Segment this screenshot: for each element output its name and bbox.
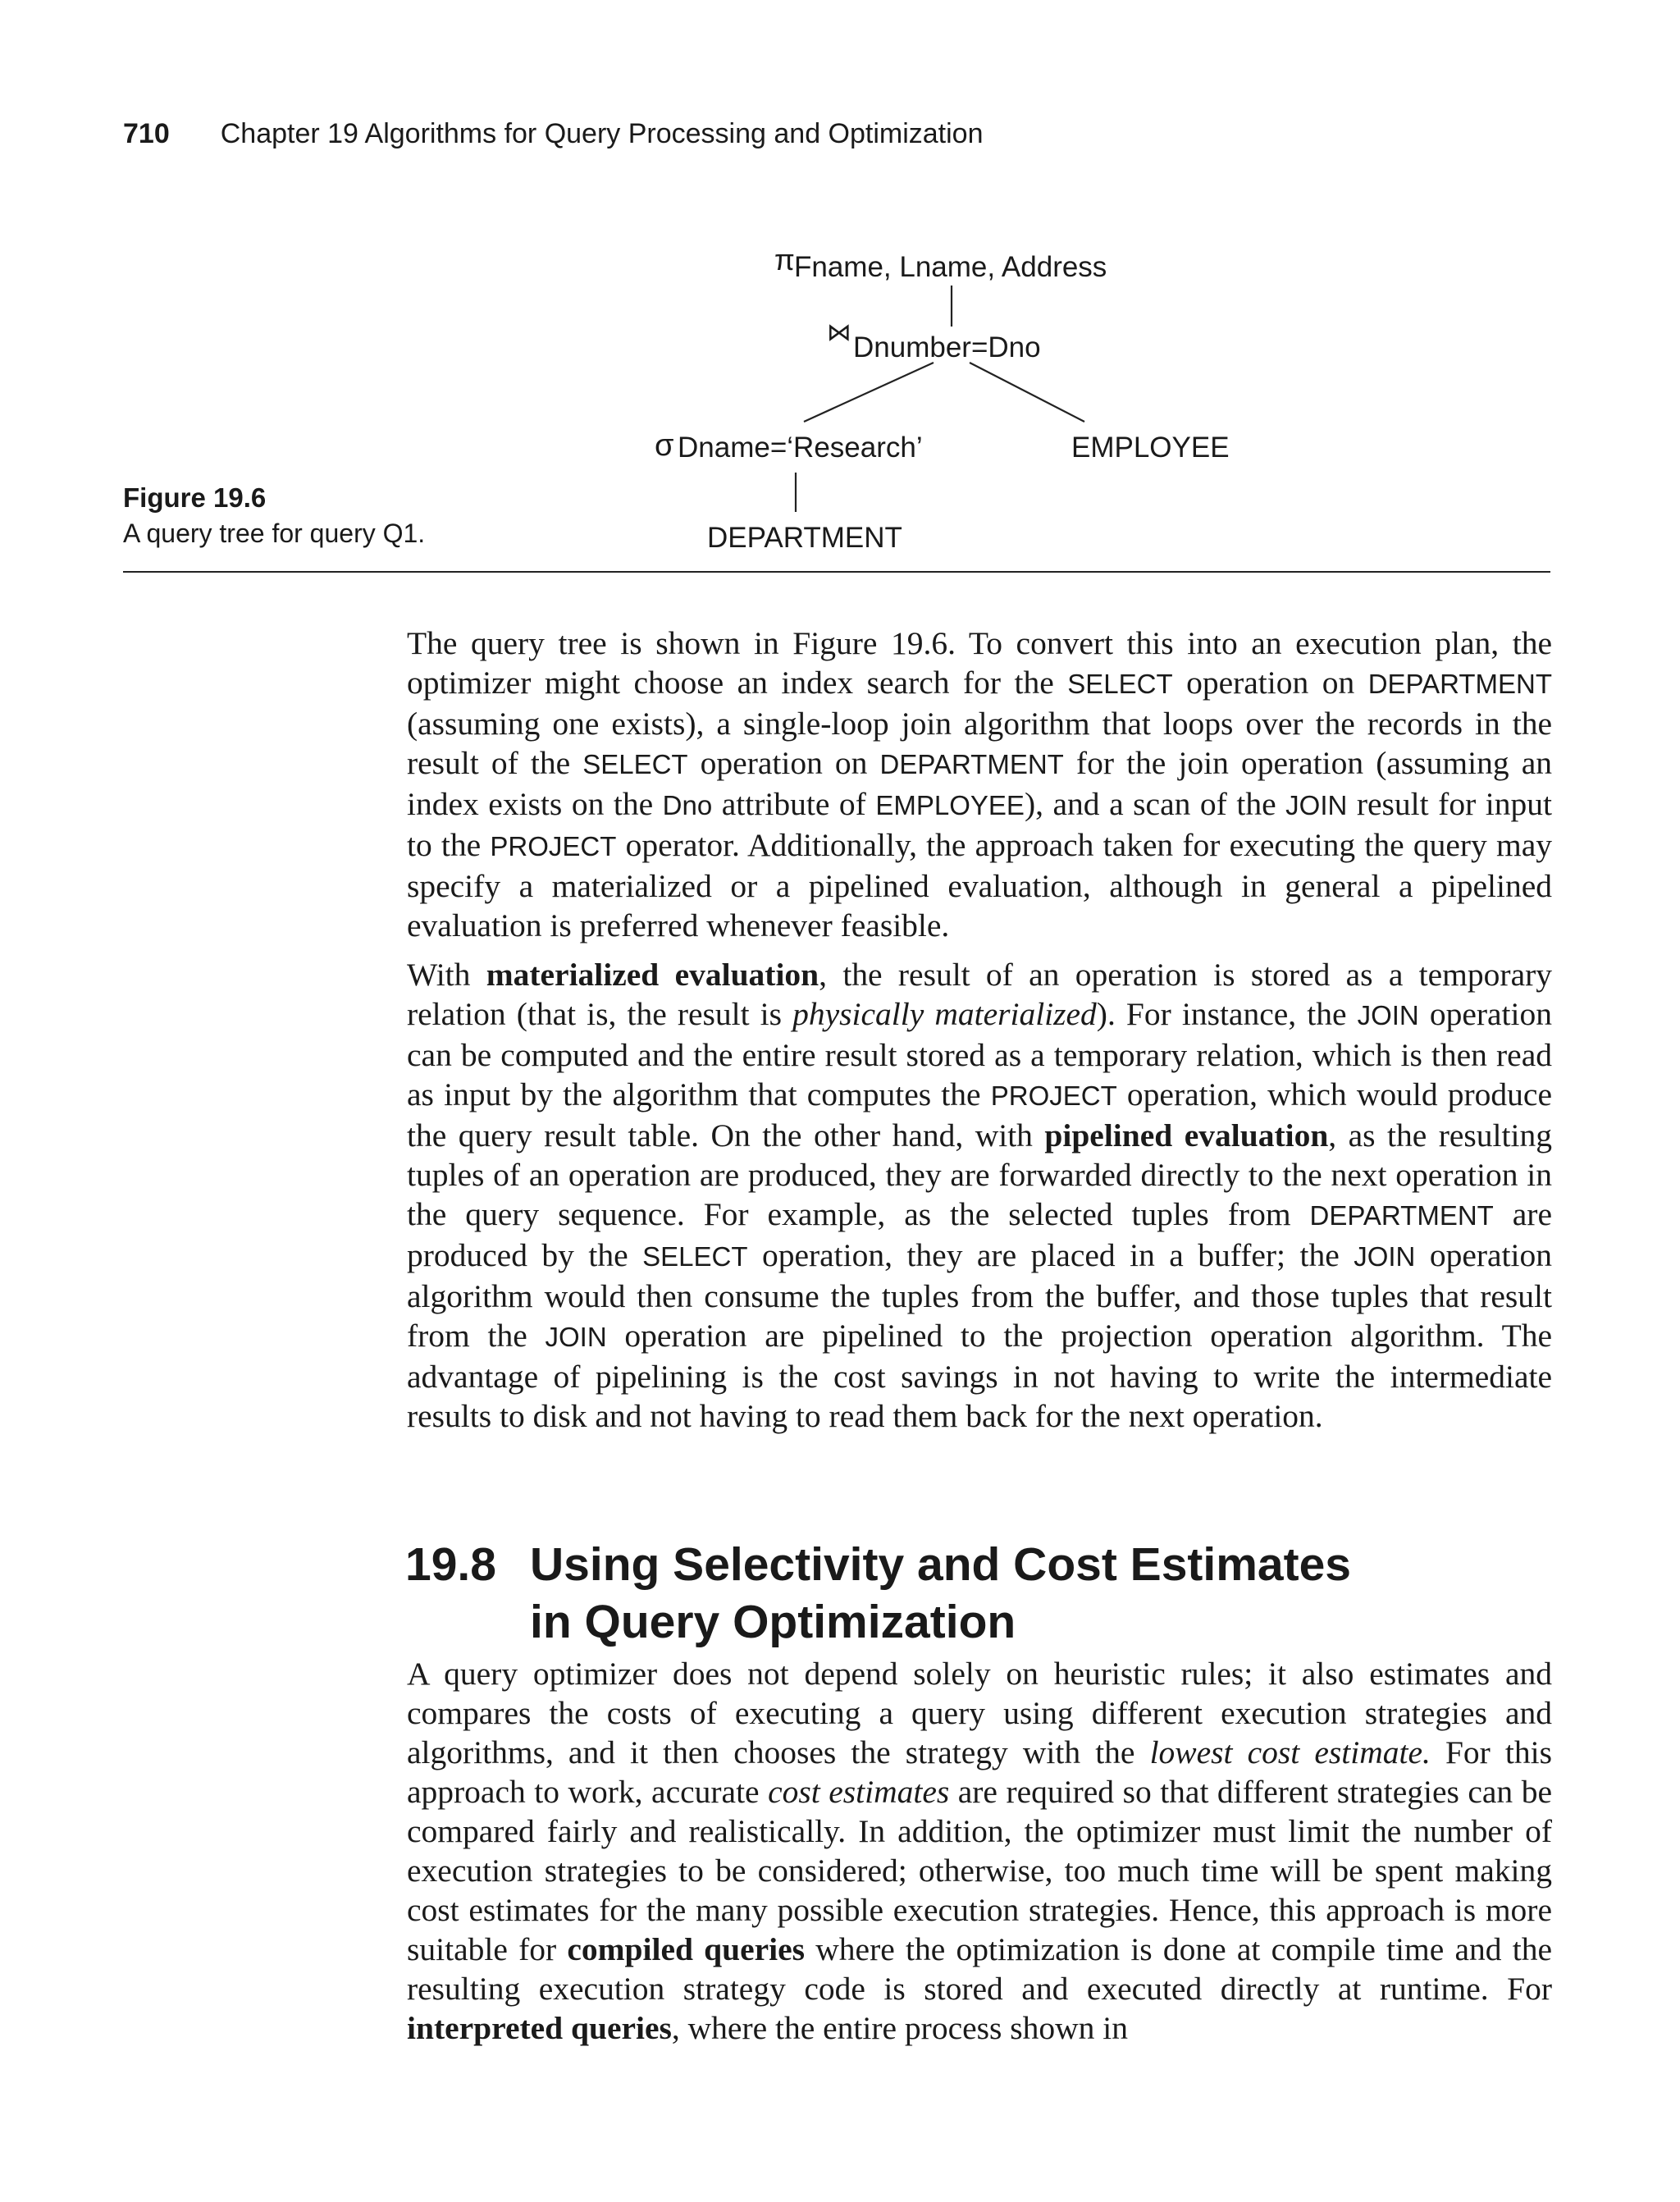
figure-caption-text: A query tree for query Q1. — [123, 519, 426, 548]
section-number: 19.8 — [405, 1538, 496, 1591]
section-title-line-1: Using Selectivity and Cost Estimates — [530, 1538, 1351, 1591]
section-heading — [405, 1536, 1351, 1651]
figure-title: Figure 19.6 — [123, 482, 267, 513]
selection-condition: Dname=‘Research’ — [678, 432, 923, 464]
term-pipelined-evaluation: pipelined evaluation — [1044, 1117, 1329, 1154]
relation-department: DEPARTMENT — [707, 522, 902, 554]
term-department: DEPARTMENT — [879, 749, 1064, 779]
page-number: 710 — [123, 118, 170, 149]
join-condition: Dnumber=Dno — [853, 331, 1041, 363]
term-select: SELECT — [582, 749, 688, 779]
emphasis-physically-materialized: physically materialized — [792, 996, 1097, 1032]
emphasis-lowest-cost-estimate: lowest cost estimate. — [1149, 1734, 1431, 1770]
term-project: PROJECT — [990, 1080, 1117, 1111]
join-symbol: ⋈ — [827, 319, 851, 346]
paragraph-2: With materialized evaluation, the result of an operation is stored as a temporary relation (that is, the result is physically materialized). For instance, the JOIN operation can be computed and the entire result stored as a temporary relation, which is then read as input by the algorithm that computes the PROJECT operation, which would produce the query result table. On the other hand, with pipelined evaluation, as the resulting tuples of an operation are produced, they are forwarded directly to the next operation in the query sequence. For example, as the selected tuples from DEPARTMENT are produced by the SELECT operation, they are placed in a buffer; the JOIN operation algorithm would then consume the tuples from the buffer, and those tuples that result from the JOIN operation are pipelined to the projection operation algorithm. The advantage of pipelining is the cost savings in not having to write the intermediate results to disk and not having to read them back for the next operation. — [407, 957, 1552, 1434]
term-dno: Dno — [662, 790, 713, 820]
term-join: JOIN — [1354, 1241, 1416, 1272]
term-materialized-evaluation: materialized evaluation — [486, 957, 819, 993]
term-department: DEPARTMENT — [1309, 1200, 1494, 1231]
emphasis-cost-estimates: cost estimates — [768, 1774, 950, 1810]
term-join: JOIN — [1357, 1000, 1419, 1030]
section-title-line-2: in Query Optimization — [530, 1596, 1016, 1648]
term-select: SELECT — [1067, 669, 1173, 699]
term-join: JOIN — [1285, 790, 1348, 820]
projection-attributes: Fname, Lname, Address — [794, 251, 1107, 283]
term-interpreted-queries: interpreted queries — [407, 2010, 672, 2046]
edge-join-employee — [970, 363, 1084, 422]
paragraph-1: The query tree is shown in Figure 19.6. To convert this into an execution plan, the optimizer might choose an index search for the SELECT operation on DEPARTMENT (assuming one exists), a single-loop join algorithm that loops over the records in the result of the SELECT operation on DEPARTMENT for the join operation (assuming an index exists on the Dno attribute of EMPLOYEE), and a scan of the JOIN result for input to the PROJECT operator. Additionally, the approach taken for executing the query may specify a materialized or a pipelined evaluation, although in general a pipelined evaluation is preferred whenever feasible. — [407, 625, 1552, 943]
term-select: SELECT — [642, 1241, 748, 1272]
chapter-title: Chapter 19 Algorithms for Query Processing and Optimization — [220, 118, 984, 149]
relation-employee: EMPLOYEE — [1071, 432, 1230, 464]
paragraph-3: A query optimizer does not depend solely on heuristic rules; it also estimates and compares the costs of executing a query using different execution strategies and algorithms, and it then chooses the strategy with the lowest cost estimate. For this approach to work, accurate cost estimates are required so that different strategies can be compared fairly and realistically. In addition, the optimizer must limit the number of execution strategies to be considered; otherwise, too much time will be spent making cost estimates for the many possible execution strategies. Hence, this approach is more suitable for compiled queries where the optimization is done at compile time and the resulting execution strategy code is stored and executed directly at runtime. For interpreted queries, where the entire process shown in — [407, 1656, 1553, 2046]
term-department: DEPARTMENT — [1367, 669, 1552, 699]
figure-divider — [123, 571, 1550, 573]
term-employee: EMPLOYEE — [875, 790, 1025, 820]
term-compiled-queries: compiled queries — [567, 1931, 806, 1967]
projection-symbol: π — [774, 243, 795, 276]
selection-symbol: σ — [655, 428, 674, 463]
term-join: JOIN — [545, 1322, 607, 1352]
figure-caption — [123, 482, 425, 549]
term-project: PROJECT — [490, 831, 617, 861]
edge-join-selection — [804, 363, 934, 422]
